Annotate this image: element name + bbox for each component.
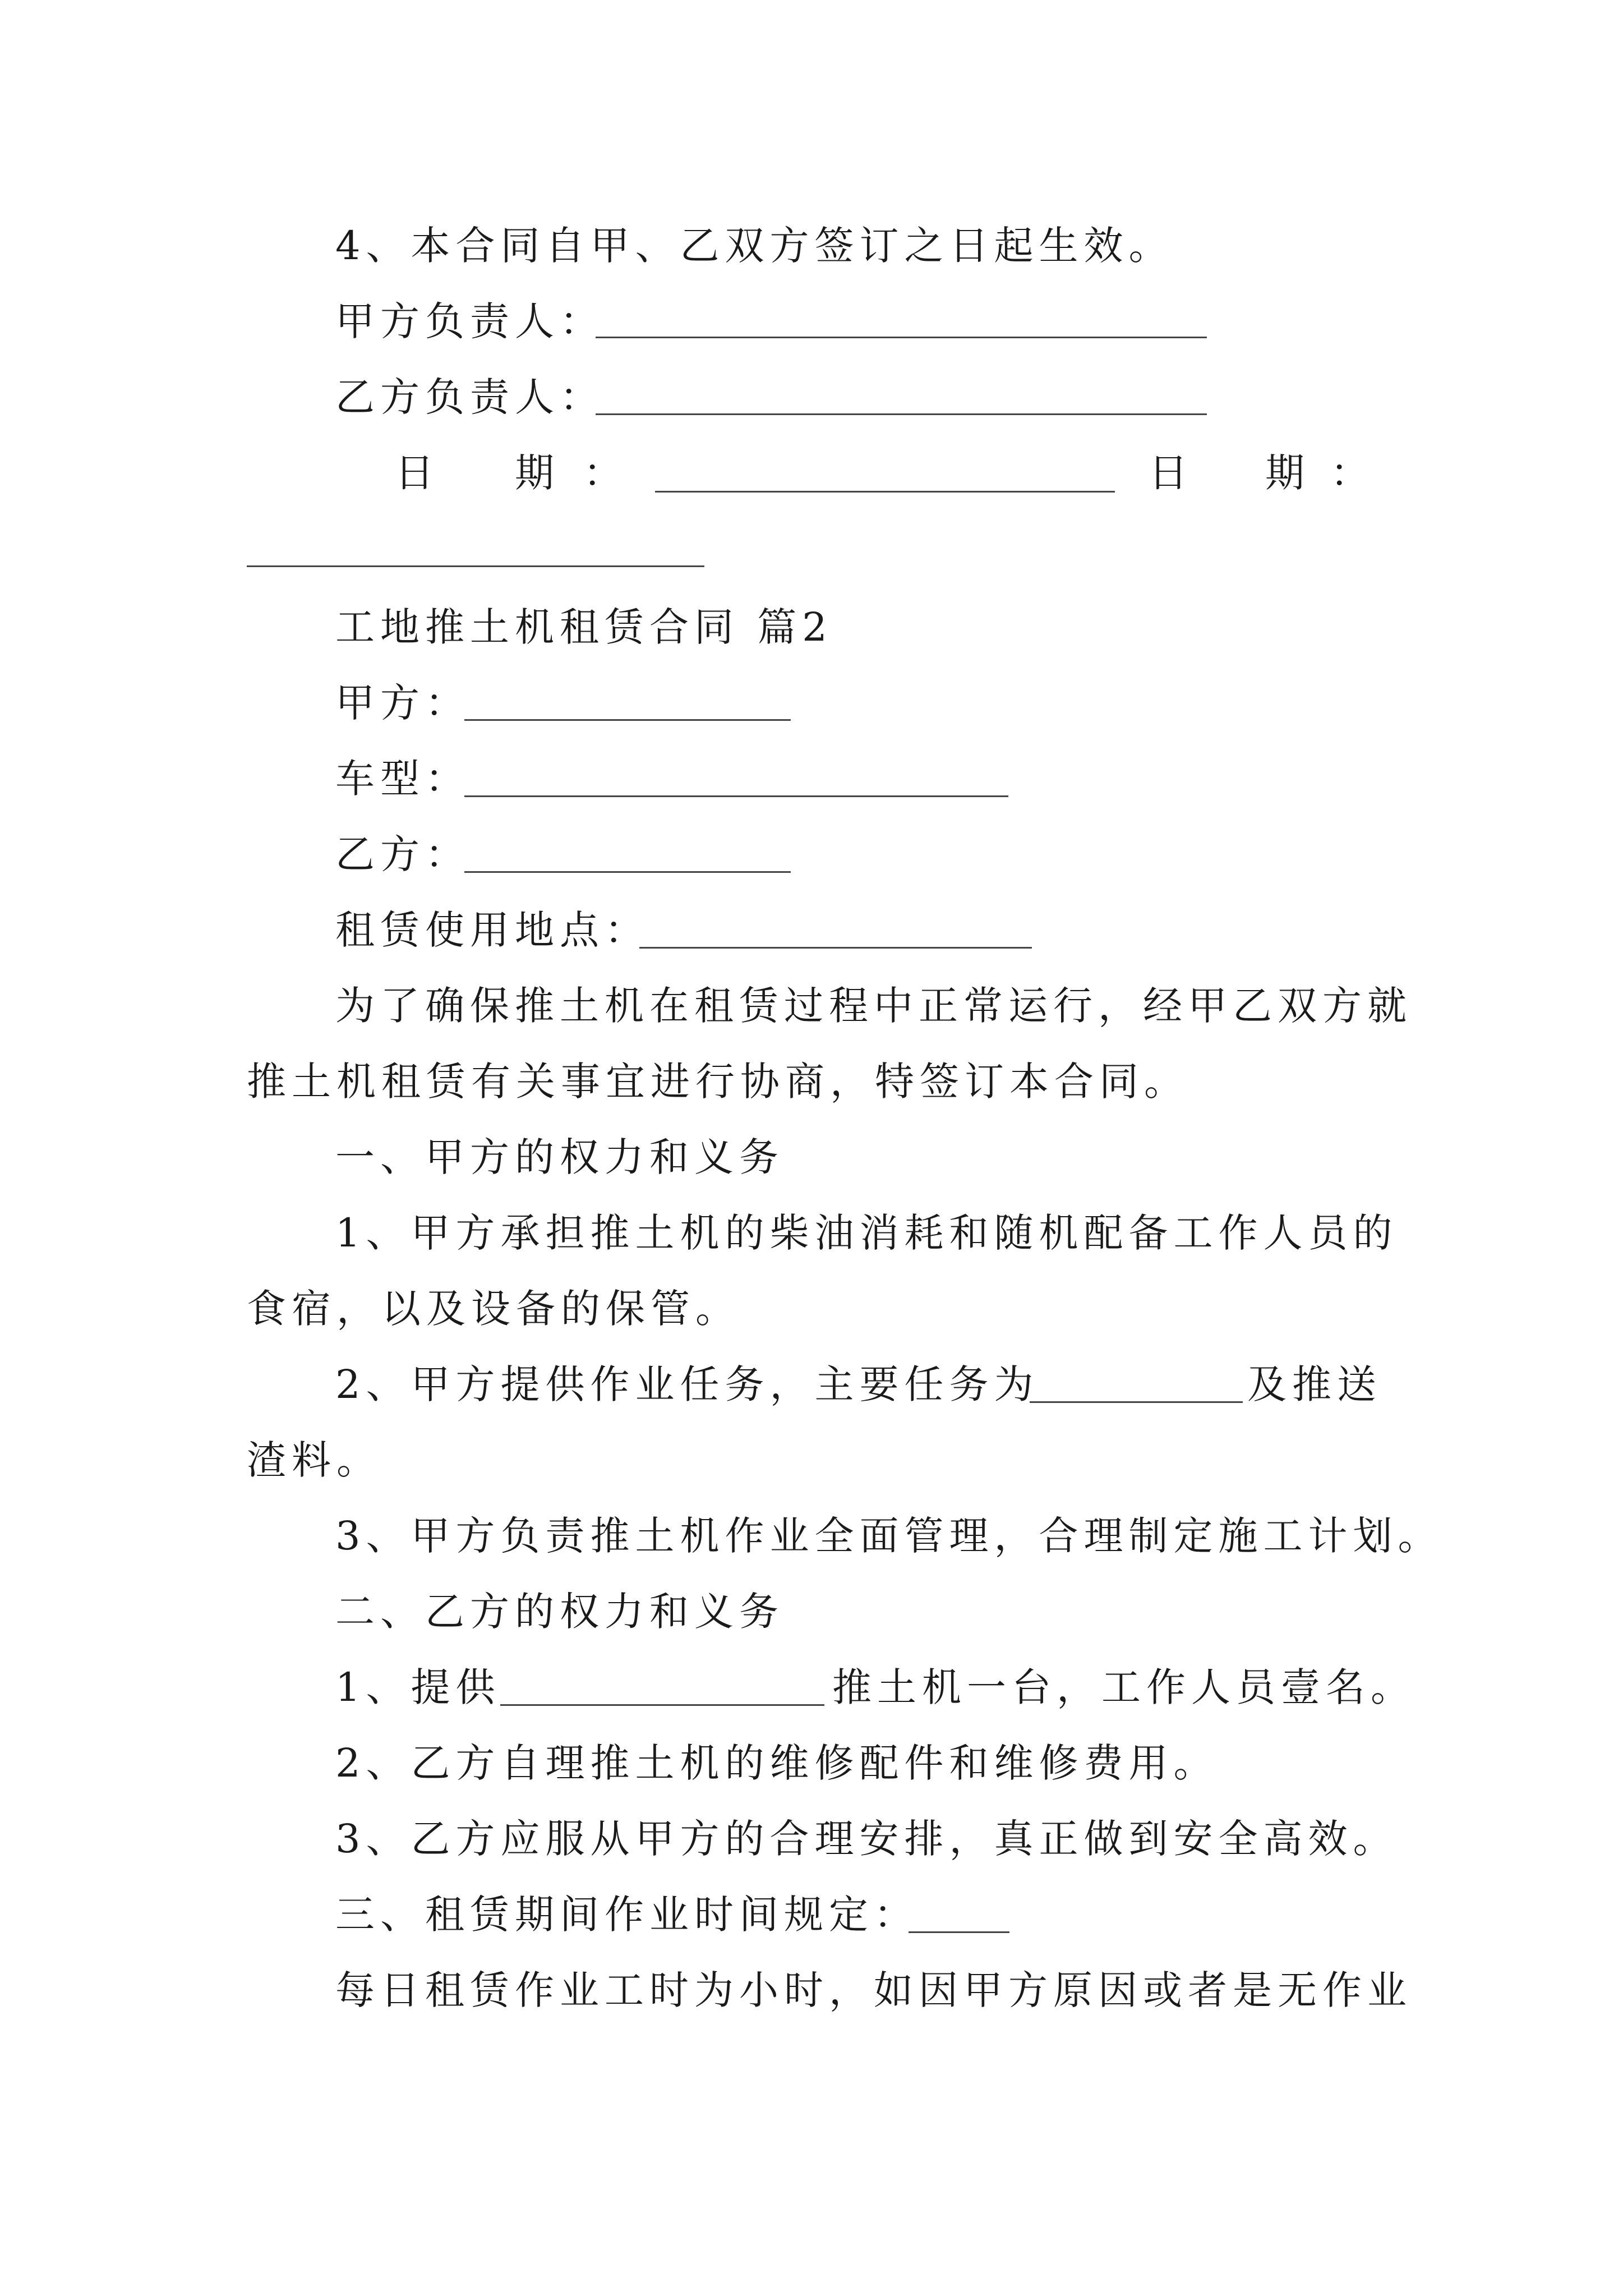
party-a-clause-2-tail: 及推送 bbox=[1247, 1361, 1382, 1407]
party-a-rights-heading: 一、甲方的权力和义务 bbox=[335, 1134, 784, 1180]
date-left-label-2: 期 bbox=[515, 450, 554, 496]
party-a-responsible-line: 甲方负责人： bbox=[335, 298, 605, 344]
date-right-label-1: 日 bbox=[1149, 450, 1188, 496]
date-left-label-1: 日 bbox=[395, 450, 434, 496]
party-a-clause-1-line-2: 食宿，以及设备的保管。 bbox=[247, 1286, 740, 1332]
main-task-blank[interactable] bbox=[1030, 1401, 1243, 1403]
party-a-clause-3: 3、甲方负责推土机作业全面管理，合理制定施工计划。 bbox=[335, 1513, 1443, 1559]
party-b-blank[interactable] bbox=[464, 871, 791, 873]
vehicle-model-line: 车型： bbox=[335, 756, 470, 802]
party-b-clause-3: 3、乙方应服从甲方的合理安排，真正做到安全高效。 bbox=[335, 1816, 1398, 1862]
rental-location-line: 租赁使用地点： bbox=[335, 907, 649, 953]
party-a-clause-2-line-1: 2、甲方提供作业任务，主要任务为 bbox=[335, 1361, 1039, 1407]
rental-location-blank[interactable] bbox=[639, 947, 1032, 949]
party-a-clause-2-line-2: 渣料。 bbox=[247, 1437, 381, 1483]
party-b-line: 乙方： bbox=[335, 831, 470, 877]
work-time-blank[interactable] bbox=[909, 1931, 1009, 1933]
work-time-paragraph-line-1: 每日租赁作业工时为小时，如因甲方原因或者是无作业 bbox=[335, 1967, 1412, 2013]
party-a-clause-1-line-1: 1、甲方承担推土机的柴油消耗和随机配备工作人员的 bbox=[335, 1210, 1398, 1256]
party-b-clause-1-head: 1、提供 bbox=[335, 1664, 501, 1710]
party-b-clause-2: 2、乙方自理推土机的维修配件和维修费用。 bbox=[335, 1740, 1219, 1786]
party-b-rights-heading: 二、乙方的权力和义务 bbox=[335, 1589, 784, 1635]
date-right-label-2: 期 bbox=[1265, 450, 1304, 496]
bulldozer-model-blank[interactable] bbox=[500, 1704, 824, 1706]
intro-paragraph-line-1: 为了确保推土机在租赁过程中正常运行，经甲乙双方就 bbox=[335, 983, 1412, 1029]
party-a-responsible-blank[interactable] bbox=[596, 337, 1207, 338]
work-time-heading: 三、租赁期间作业时间规定： bbox=[335, 1892, 919, 1938]
date-right-label-3: ： bbox=[1330, 450, 1370, 496]
party-b-responsible-blank[interactable] bbox=[596, 413, 1207, 415]
party-a-line: 甲方： bbox=[335, 680, 470, 726]
party-b-clause-1-tail: 推土机一台，工作人员壹名。 bbox=[832, 1664, 1415, 1710]
date-left-blank[interactable] bbox=[655, 491, 1115, 493]
intro-paragraph-line-2: 推土机租赁有关事宜进行协商，特签订本合同。 bbox=[247, 1059, 1189, 1105]
vehicle-model-blank[interactable] bbox=[464, 795, 1008, 797]
date-right-blank[interactable] bbox=[247, 565, 704, 567]
party-b-responsible-line: 乙方负责人： bbox=[335, 374, 605, 420]
clause-effective-date: 4、本合同自甲、乙双方签订之日起生效。 bbox=[335, 223, 1174, 269]
date-left-label-3: ： bbox=[583, 450, 623, 496]
party-a-blank[interactable] bbox=[464, 719, 791, 721]
section-heading: 工地推土机租赁合同 篇2 bbox=[335, 604, 833, 650]
